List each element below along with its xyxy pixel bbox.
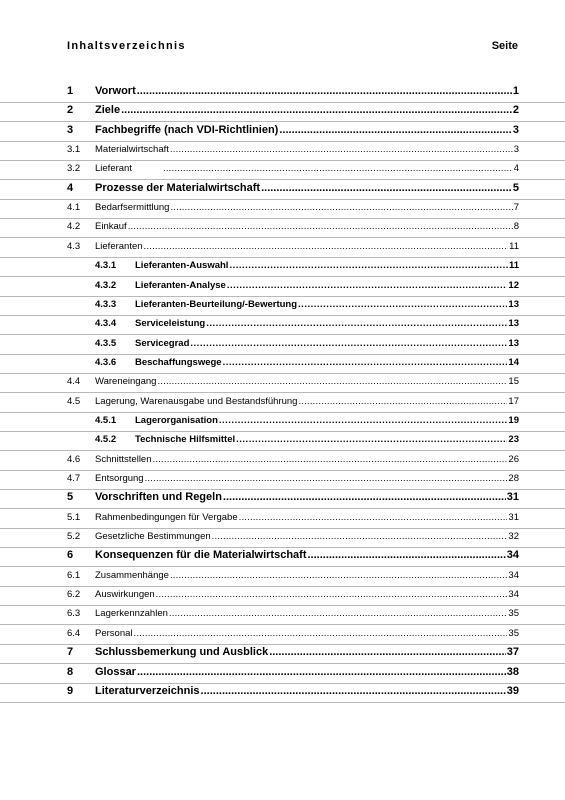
toc-entry-title[interactable]: Materialwirtschaft: [95, 144, 169, 156]
toc-entry-page[interactable]: 13: [508, 337, 519, 349]
page-column-label: Seite: [491, 40, 518, 52]
dot-leader: [219, 415, 508, 426]
toc-entry-title[interactable]: Fachbegriffe (nach VDI-Richtlinien): [95, 123, 279, 136]
toc-entry[interactable]: [0, 353, 565, 374]
toc-entry-page[interactable]: 11: [509, 240, 519, 252]
toc-entry-leader: [95, 221, 519, 232]
toc-entry-leader: [95, 549, 519, 561]
toc-entry-leader: [135, 357, 519, 368]
dot-leader: [298, 396, 507, 407]
toc-entry-page[interactable]: 34: [508, 589, 519, 601]
toc-entry-leader: [135, 434, 519, 445]
toc-entry-leader: [95, 628, 519, 639]
toc-heading: Inhaltsverzeichnis: [67, 40, 186, 52]
toc-entry-title[interactable]: Ziele: [95, 104, 121, 117]
toc-entry-page[interactable]: 13: [508, 298, 519, 310]
toc-entry-title[interactable]: Lagerorganisation: [135, 414, 218, 426]
toc-entry-page[interactable]: 39: [506, 684, 519, 697]
dot-leader: [227, 280, 508, 291]
toc-entry-number: 4.3.2: [95, 279, 117, 291]
toc-entry-page[interactable]: 26: [508, 453, 519, 465]
toc-entry-page[interactable]: 8: [513, 221, 519, 233]
dot-leader: [121, 104, 512, 116]
toc-entry-title[interactable]: Schnittstellen: [95, 453, 152, 465]
toc-entry-page[interactable]: 1: [512, 85, 519, 97]
toc-entry-leader: [95, 608, 519, 619]
toc-entry-leader: [95, 491, 519, 503]
dot-leader: [128, 221, 513, 232]
dot-leader: [145, 473, 508, 484]
toc-entry-page[interactable]: 34: [506, 549, 519, 562]
toc-entry-leader: [135, 415, 519, 426]
toc-entry-leader: [95, 241, 519, 252]
dot-leader: [156, 589, 508, 600]
toc-entry-number: 8: [67, 665, 74, 678]
toc-entry[interactable]: [0, 585, 565, 606]
toc-entry-number: 4.4: [67, 376, 81, 388]
toc-entry-title[interactable]: Konsequenzen für die Materialwirtschaft: [95, 549, 307, 562]
toc-entry[interactable]: [0, 295, 565, 316]
toc-entry-title[interactable]: Wareneingang: [95, 376, 157, 388]
toc-entry[interactable]: [0, 450, 565, 471]
toc-entry-leader: [135, 318, 519, 329]
toc-entry[interactable]: [0, 121, 565, 142]
dot-leader: [206, 318, 507, 329]
toc-entry-number: 6.2: [67, 589, 81, 601]
toc-entry-page[interactable]: 17: [508, 395, 519, 407]
dot-leader: [261, 182, 512, 194]
toc-entry[interactable]: [0, 566, 565, 587]
toc-entry[interactable]: [0, 682, 565, 703]
toc-entry-title[interactable]: Gesetzliche Bestimmungen: [95, 531, 211, 543]
toc-entry[interactable]: [0, 469, 565, 490]
toc-entry-page[interactable]: 11: [508, 260, 519, 272]
toc-entry-page[interactable]: 19: [508, 414, 519, 426]
toc-entry-page[interactable]: 2: [512, 104, 519, 117]
toc-entry-title[interactable]: Technische Hilfsmittel: [135, 434, 236, 446]
toc-entry-page[interactable]: 3: [512, 123, 519, 136]
toc-entry-leader: [135, 299, 519, 310]
toc-entry-leader: [95, 104, 519, 116]
toc-entry-page[interactable]: 23: [508, 434, 519, 446]
toc-entry-number: 4.5.2: [95, 434, 117, 446]
toc-entry[interactable]: [0, 82, 565, 103]
toc-entry-number: 5.2: [67, 531, 81, 543]
toc-entry-number: 4.3.4: [95, 318, 117, 330]
dot-leader: [134, 628, 508, 639]
toc-entry-number: 4.1: [67, 202, 81, 214]
toc-entry[interactable]: [0, 140, 565, 161]
toc-entry-title[interactable]: Servicegrad: [135, 337, 190, 349]
toc-entry-title[interactable]: Lagerkennzahlen: [95, 608, 168, 620]
toc-entry[interactable]: [0, 663, 565, 684]
toc-entry-number: 4.3.1: [95, 260, 117, 272]
toc-entry-number: 4.2: [67, 221, 81, 233]
toc-entry-leader: [95, 570, 519, 581]
toc-entry[interactable]: [0, 604, 565, 625]
toc-entry-title[interactable]: Einkauf: [95, 221, 127, 233]
dot-leader: [279, 124, 512, 136]
toc-entry-number: 4: [67, 181, 74, 194]
dot-leader: [223, 491, 506, 503]
toc-entry-title[interactable]: Vorschriften und Regeln: [95, 491, 222, 504]
toc-entry-page[interactable]: 12: [508, 279, 519, 291]
toc-entry-title[interactable]: Beschaffungswege: [135, 356, 222, 368]
toc-entry-number: 4.3.5: [95, 337, 117, 349]
dot-leader: [169, 608, 508, 619]
toc-entry-title[interactable]: Lieferanten-Beurteilung/-Bewertung: [135, 298, 298, 310]
toc-entry-number: 4.6: [67, 453, 81, 465]
dot-leader: [137, 85, 512, 97]
toc-entry-leader: [95, 124, 519, 136]
toc-entry-leader: [95, 163, 519, 174]
toc-entry-leader: [95, 202, 519, 213]
toc-entry[interactable]: [0, 392, 565, 413]
dot-leader: [236, 434, 507, 445]
toc-entry-number: 9: [67, 684, 74, 697]
toc-entry-leader: [95, 376, 519, 387]
toc-entry-title[interactable]: Prozesse der Materialwirtschaft: [95, 181, 261, 194]
toc-entry-page[interactable]: 32: [508, 531, 519, 543]
toc-entry-leader: [135, 338, 519, 349]
toc-entry-page[interactable]: 3: [513, 144, 519, 156]
toc-entry-number: 2: [67, 104, 74, 117]
toc-entry[interactable]: [0, 198, 565, 219]
toc-entry-leader: [135, 260, 519, 271]
dot-leader: [298, 299, 507, 310]
toc-entry-number: 5.1: [67, 511, 81, 523]
toc-entry-number: 4.5.1: [95, 414, 117, 426]
toc-entry[interactable]: [0, 643, 565, 664]
dot-leader: [170, 570, 507, 581]
toc-entry-number: 4.7: [67, 473, 81, 484]
toc-entry-title[interactable]: Literaturverzeichnis: [95, 684, 200, 697]
toc-entry-title[interactable]: Zusammenhänge: [95, 569, 169, 581]
dot-leader: [223, 357, 508, 368]
toc-entry-page[interactable]: 5: [512, 181, 519, 194]
toc-entry[interactable]: [0, 372, 565, 393]
toc-entry-page[interactable]: 35: [508, 608, 519, 620]
toc-entry[interactable]: [0, 508, 565, 529]
toc-entry-title[interactable]: Serviceleistung: [135, 318, 206, 330]
toc-entry[interactable]: [0, 411, 565, 432]
toc-entry[interactable]: [0, 276, 565, 297]
toc-entry-number: 6.3: [67, 608, 81, 620]
toc-entry-title[interactable]: Glossar: [95, 665, 136, 678]
toc-entry[interactable]: [0, 546, 565, 567]
toc-entry-title[interactable]: Lagerung, Warenausgabe und Bestandsführung: [95, 395, 298, 407]
toc-entry[interactable]: [0, 217, 565, 238]
toc-entry-number: 3: [67, 123, 74, 136]
dot-leader: [144, 241, 509, 252]
toc-entry-number: 6: [67, 549, 74, 562]
toc-entry-page[interactable]: 13: [508, 318, 519, 330]
toc-entry-page[interactable]: 7: [513, 202, 519, 214]
toc-entry-title[interactable]: Vorwort: [95, 85, 136, 97]
toc-entry[interactable]: [0, 159, 565, 180]
toc-entry-number: 6.4: [67, 627, 81, 639]
toc-entry-leader: [135, 280, 519, 291]
toc-entry-leader: [95, 589, 519, 600]
toc-entry-number: 1: [67, 85, 74, 97]
toc-entry[interactable]: [0, 488, 565, 509]
toc-entry-page[interactable]: 37: [506, 646, 519, 659]
toc-entry-leader: [95, 685, 519, 697]
toc-entry-number: 4.5: [67, 395, 81, 407]
dot-leader: [229, 260, 508, 271]
toc-entry-leader: [95, 666, 519, 678]
toc-entry-leader: [95, 531, 519, 542]
dot-leader: [153, 454, 508, 465]
toc-entry-number: 6.1: [67, 569, 81, 581]
toc-entry-number: 4.3.6: [95, 356, 117, 368]
dot-leader: [190, 338, 507, 349]
toc-entry-title[interactable]: Personal: [95, 627, 133, 639]
toc-entry-number: 7: [67, 646, 74, 659]
toc-entry-leader: [95, 396, 519, 407]
toc-entry-page[interactable]: 28: [508, 473, 519, 484]
dot-leader: [239, 512, 508, 523]
toc-entry-page[interactable]: 31: [508, 511, 519, 523]
toc-entry[interactable]: [0, 179, 565, 200]
toc-entry-page[interactable]: 4: [513, 163, 519, 175]
toc-entry[interactable]: [0, 527, 565, 548]
dot-leader: [157, 376, 507, 387]
toc-entry-number: 3.1: [67, 144, 81, 156]
toc-entry-title[interactable]: Schlussbemerkung und Ausblick: [95, 646, 269, 659]
toc-entry-title[interactable]: Rahmenbedingungen für Vergabe: [95, 511, 238, 523]
dot-leader: [201, 685, 506, 697]
toc-entry-title[interactable]: Bedarfsermittlung: [95, 202, 170, 214]
toc-entry[interactable]: [0, 334, 565, 355]
toc-entry-leader: [95, 512, 519, 523]
dot-leader: [163, 163, 513, 174]
toc-entry-title[interactable]: Lieferanten: [95, 240, 143, 252]
toc-entry-title[interactable]: Lieferant: [95, 163, 132, 175]
toc-entry-page[interactable]: 38: [506, 665, 519, 678]
toc-entry-leader: [95, 646, 519, 658]
toc-entry-leader: [95, 182, 519, 194]
dot-leader: [137, 666, 506, 678]
toc-entry-page[interactable]: 15: [508, 376, 519, 388]
toc-entry-page[interactable]: 31: [506, 491, 519, 504]
toc-entry-leader: [95, 454, 519, 465]
toc-entry-title[interactable]: Auswirkungen: [95, 589, 155, 601]
toc-entry[interactable]: [0, 314, 565, 335]
toc-entry-title[interactable]: Entsorgung: [95, 473, 144, 484]
toc-entry-page[interactable]: 14: [508, 356, 519, 368]
dot-leader: [269, 646, 506, 658]
toc-entry-number: 4.3: [67, 240, 81, 252]
toc-entry-page[interactable]: 34: [508, 569, 519, 581]
toc-entry-title[interactable]: Lieferanten-Analyse: [135, 279, 226, 291]
toc-entry[interactable]: [0, 624, 565, 645]
toc-entry-number: 3.2: [67, 163, 81, 175]
dot-leader: [212, 531, 508, 542]
toc-entry[interactable]: [0, 237, 565, 258]
toc-entry[interactable]: [0, 101, 565, 122]
toc-entry-number: 4.3.3: [95, 298, 117, 310]
toc-entry-leader: [95, 85, 519, 97]
toc-entry-leader: [95, 144, 519, 155]
toc-entry[interactable]: [0, 256, 565, 277]
toc-entry[interactable]: [0, 430, 565, 451]
toc-entry-title[interactable]: Lieferanten-Auswahl: [135, 260, 229, 272]
dot-leader: [170, 202, 512, 213]
dot-leader: [170, 144, 513, 155]
toc-header: [67, 40, 518, 56]
toc-entry-page[interactable]: 35: [508, 627, 519, 639]
toc-entry-leader: [95, 473, 519, 484]
toc-entry-number: 5: [67, 491, 74, 504]
dot-leader: [307, 549, 505, 561]
